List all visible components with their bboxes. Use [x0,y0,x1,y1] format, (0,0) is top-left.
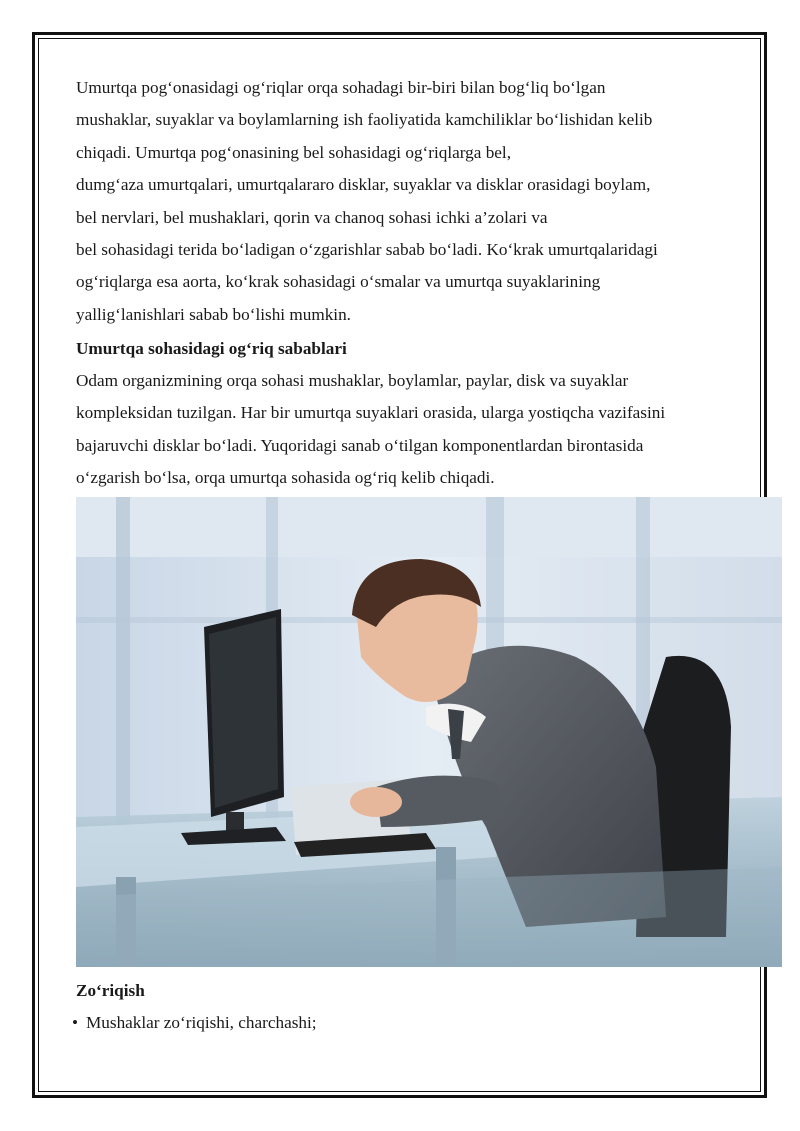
section-heading-causes: Umurtqa sohasidagi og‘riq sabablari [76,339,347,358]
text-line: Odam organizmining orqa sohasi mushaklar, boylamlar, paylar, disk va suyaklar [76,371,629,390]
list-item [72,1007,317,1039]
office-worker-photo [76,497,782,967]
text-line: bajaruvchi disklar bo‘ladi. Yuqoridagi sanab o‘tilgan komponentlardan birontasida [76,435,644,455]
bullet-dot: • [72,1013,79,1032]
text-line: bel sohasidagi terida bo‘ladigan o‘zgarishlar sabab bo‘ladi. Ko‘krak umurtqalaridagi [76,240,658,260]
text-line: yallig‘lanishlari sabab bo‘lishi mumkin. [76,304,351,324]
text-line: chiqadi. Umurtqa pog‘onasining bel sohasidagi og‘riqlarga bel, [76,142,511,162]
text-line: dumg‘aza umurtqalari, umurtqalararo disklar, suyaklar va disklar orasidagi boylam, [76,175,651,195]
text-line: Umurtqa pog‘onasidagi og‘riqlar orqa sohadagi bir-biri bilan bog‘liq bo‘lgan [76,78,606,97]
causes-paragraph [76,365,726,495]
text-line: o‘zgarish bo‘lsa, orqa umurtqa sohasida og‘riq kelib chiqadi. [76,468,495,488]
text-line: bel nervlari, bel mushaklari, qorin va chanoq sohasi ichki a’zolari va [76,207,548,227]
intro-paragraph [76,72,726,331]
section-heading-strain: Zo‘riqish [76,981,145,1000]
text-line: mushaklar, suyaklar va boylamlarning ish faoliyatida kamchiliklar bo‘lishidan kelib [76,110,653,130]
list-item-text: Mushaklar zo‘riqishi, charchashi; [86,1013,317,1032]
text-line: og‘riqlarga esa aorta, ko‘krak sohasidagi o‘smalar va umurtqa suyaklarining [76,272,601,292]
text-line: kompleksidan tuzilgan. Har bir umurtqa suyaklari orasida, ularga yostiqcha vazifasini [76,403,666,423]
